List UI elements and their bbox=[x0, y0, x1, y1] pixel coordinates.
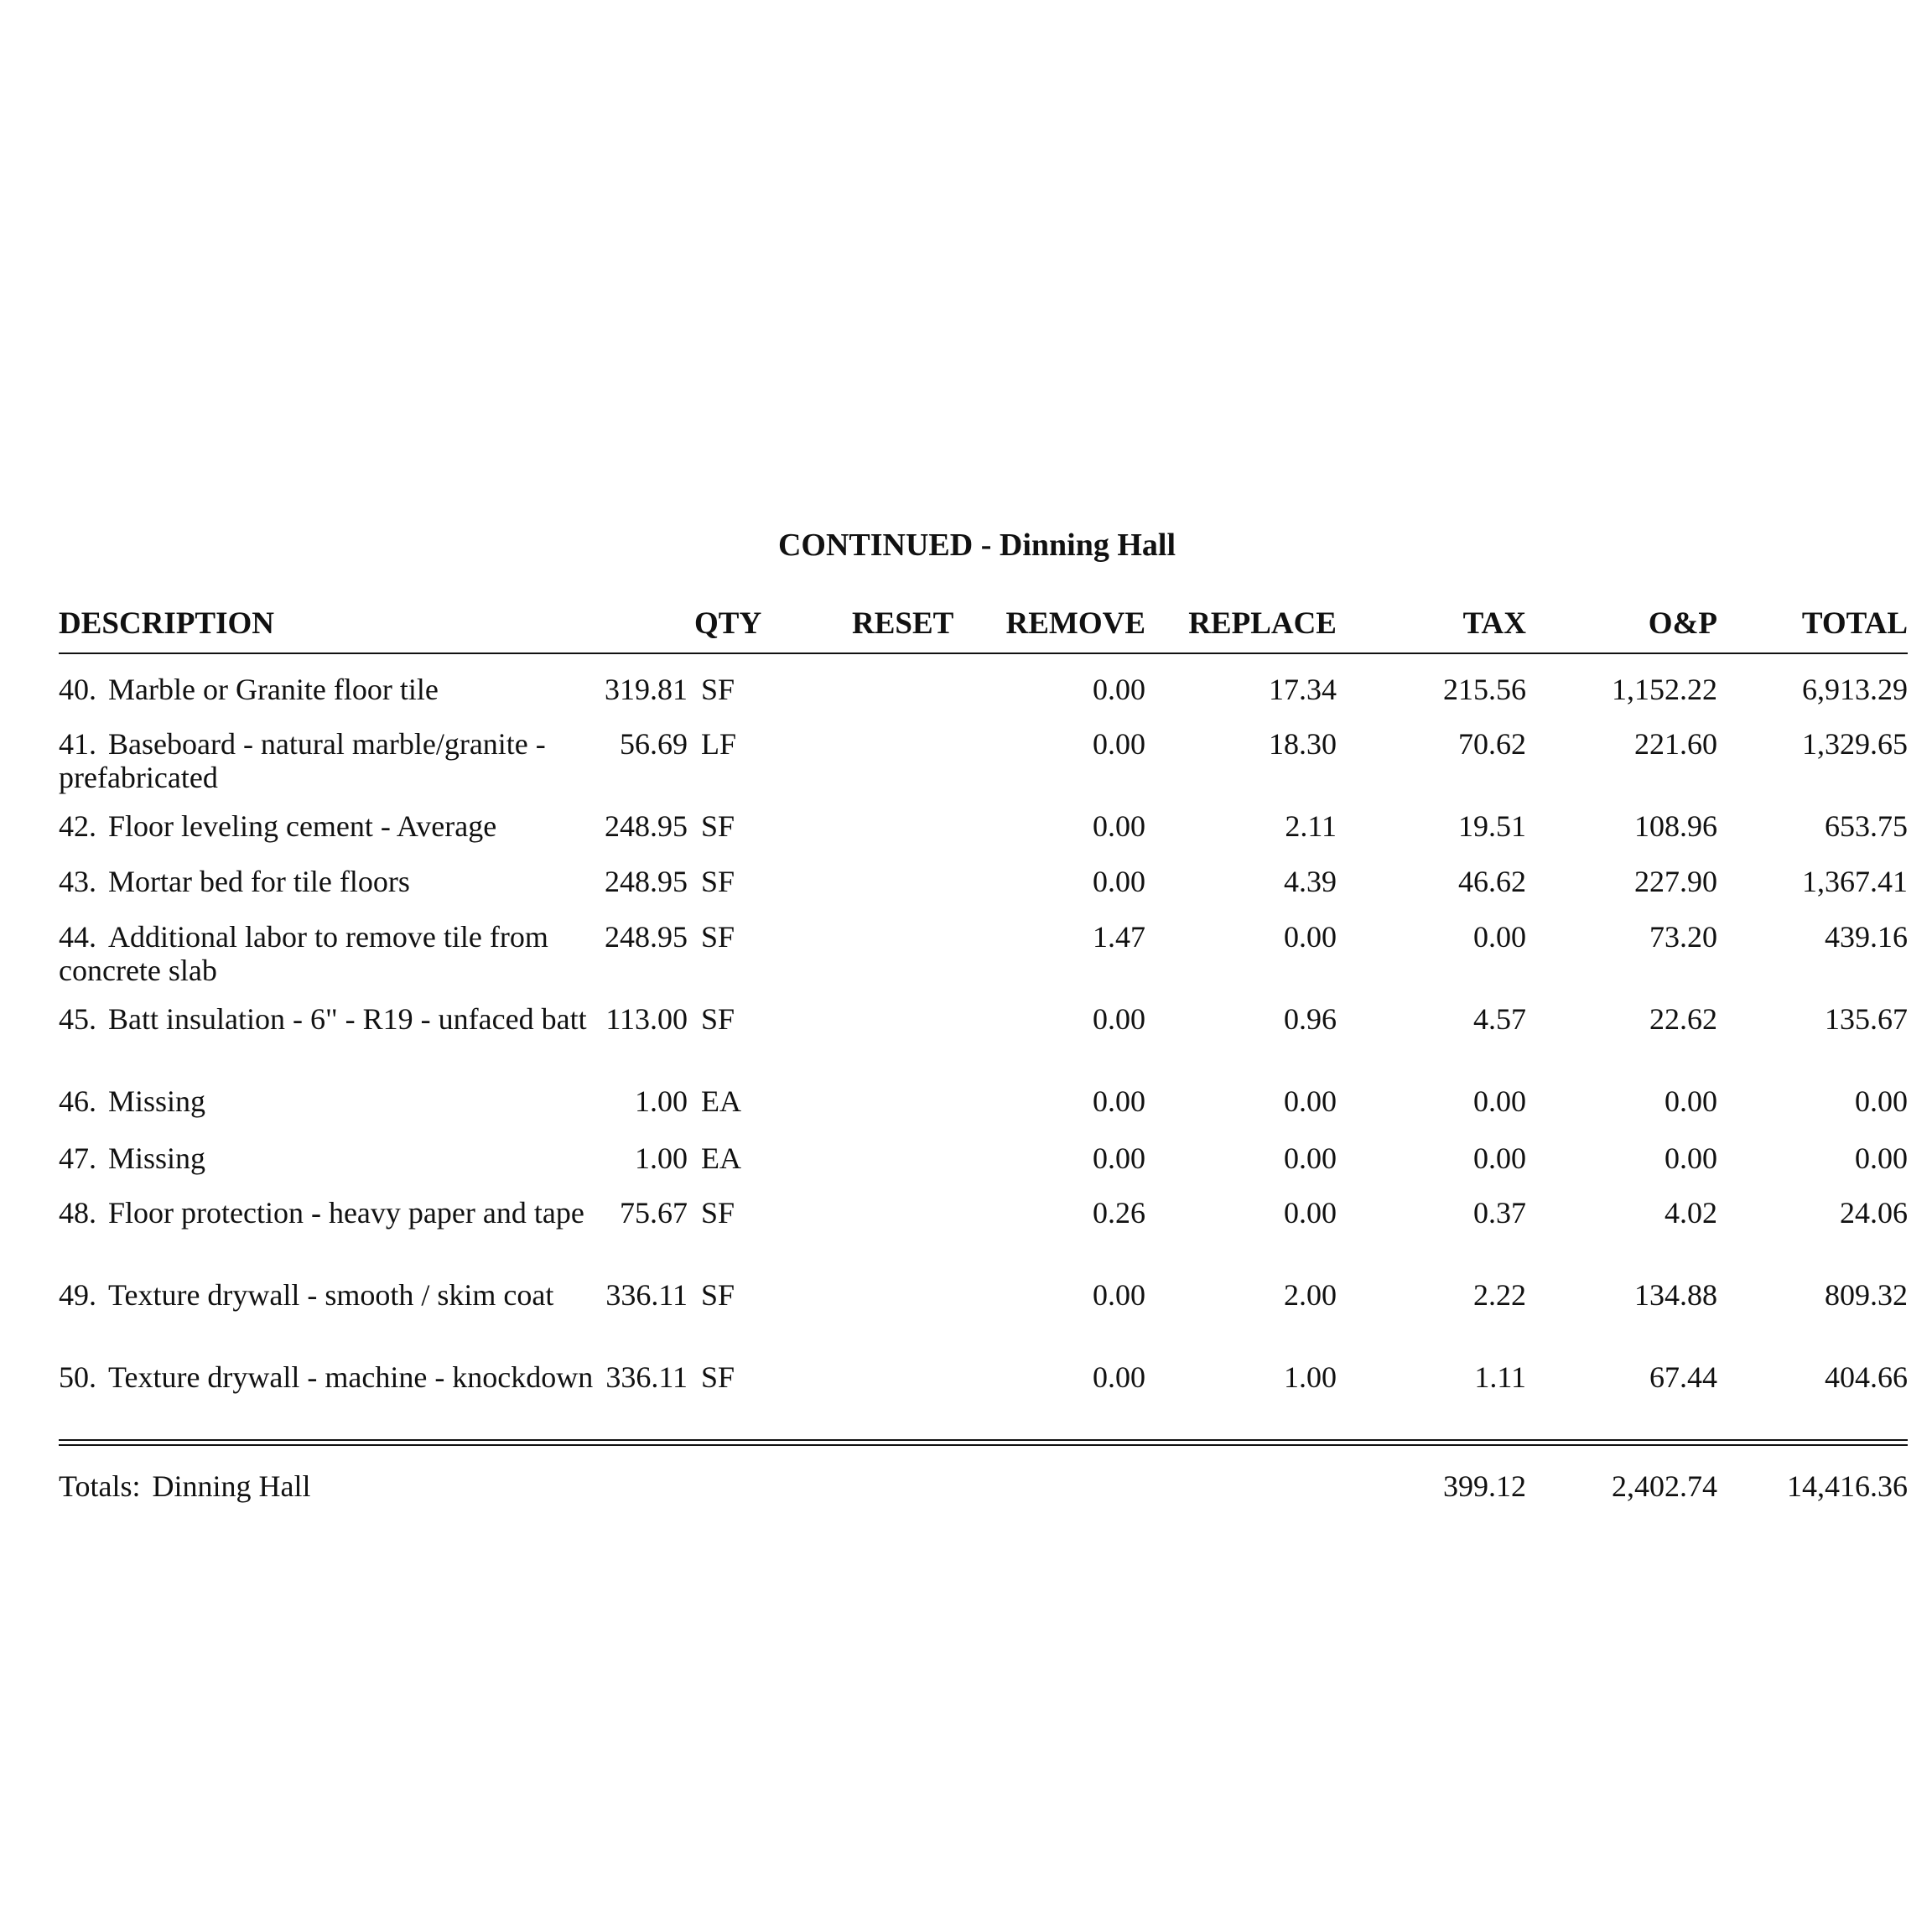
row-replace: 0.00 bbox=[1284, 1084, 1337, 1118]
row-replace: 0.00 bbox=[1284, 920, 1337, 954]
row-total: 404.66 bbox=[1825, 1360, 1908, 1394]
row-op: 67.44 bbox=[1649, 1360, 1717, 1394]
row-op: 0.00 bbox=[1665, 1141, 1717, 1175]
row-remove: 0.26 bbox=[1093, 1196, 1145, 1230]
row-number: 43. bbox=[59, 865, 96, 898]
totals-tax: 399.12 bbox=[1443, 1469, 1526, 1503]
row-number: 46. bbox=[59, 1084, 96, 1118]
row-tax: 46.62 bbox=[1458, 865, 1526, 898]
row-unit: SF bbox=[701, 1196, 735, 1230]
row-number: 44. bbox=[59, 920, 96, 954]
row-unit: SF bbox=[701, 1002, 735, 1036]
row-qty: 319.81 bbox=[605, 673, 688, 706]
totals-divider bbox=[59, 1439, 1908, 1446]
row-description-text: Floor protection - heavy paper and tape bbox=[108, 1196, 584, 1230]
row-remove: 0.00 bbox=[1093, 727, 1145, 761]
row-number: 49. bbox=[59, 1278, 96, 1312]
row-tax: 2.22 bbox=[1473, 1278, 1526, 1312]
row-number: 45. bbox=[59, 1002, 96, 1036]
row-total: 0.00 bbox=[1855, 1141, 1908, 1175]
row-op: 134.88 bbox=[1634, 1278, 1717, 1312]
row-qty: 113.00 bbox=[605, 1002, 688, 1036]
row-description-text: Additional labor to remove tile from concrete slab bbox=[59, 920, 548, 987]
row-qty: 336.11 bbox=[605, 1278, 688, 1312]
row-number: 42. bbox=[59, 809, 96, 843]
row-number: 47. bbox=[59, 1141, 96, 1175]
totals-label-group bbox=[59, 1469, 310, 1503]
row-remove: 0.00 bbox=[1093, 865, 1145, 898]
row-op: 4.02 bbox=[1665, 1196, 1717, 1230]
row-number: 41. bbox=[59, 727, 96, 761]
row-unit: EA bbox=[701, 1084, 741, 1118]
row-unit: LF bbox=[701, 727, 737, 761]
row-number: 50. bbox=[59, 1360, 96, 1394]
table-row bbox=[0, 1002, 1932, 1078]
table-row bbox=[0, 1360, 1932, 1436]
page-title: CONTINUED - Dinning Hall bbox=[777, 528, 1176, 563]
row-tax: 1.11 bbox=[1474, 1360, 1526, 1394]
row-unit: SF bbox=[701, 865, 735, 898]
row-total: 1,367.41 bbox=[1802, 865, 1908, 898]
row-description-text: Texture drywall - smooth / skim coat bbox=[108, 1278, 554, 1312]
row-description-text: Floor leveling cement - Average bbox=[108, 809, 497, 843]
row-unit: EA bbox=[701, 1141, 741, 1175]
row-replace: 4.39 bbox=[1284, 865, 1337, 898]
row-unit: SF bbox=[701, 673, 735, 706]
row-remove: 0.00 bbox=[1093, 1278, 1145, 1312]
row-op: 0.00 bbox=[1665, 1084, 1717, 1118]
row-description-text: Missing bbox=[108, 1084, 206, 1118]
row-unit: SF bbox=[701, 1360, 735, 1394]
row-total: 439.16 bbox=[1825, 920, 1908, 954]
table-row bbox=[0, 1196, 1932, 1271]
row-unit: SF bbox=[701, 1278, 735, 1312]
row-description-text: Texture drywall - machine - knockdown bbox=[108, 1360, 594, 1394]
row-replace: 2.00 bbox=[1284, 1278, 1337, 1312]
table-row bbox=[0, 1278, 1932, 1354]
row-tax: 0.37 bbox=[1473, 1196, 1526, 1230]
row-description-text: Batt insulation - 6" - R19 - unfaced batt bbox=[108, 1002, 587, 1036]
row-remove: 0.00 bbox=[1093, 1360, 1145, 1394]
row-qty: 56.69 bbox=[620, 727, 688, 761]
row-unit: SF bbox=[701, 809, 735, 843]
row-unit: SF bbox=[701, 920, 735, 954]
row-replace: 0.00 bbox=[1284, 1141, 1337, 1175]
row-tax: 0.00 bbox=[1473, 1141, 1526, 1175]
row-description-text: Missing bbox=[108, 1141, 206, 1175]
row-replace: 18.30 bbox=[1269, 727, 1337, 761]
column-header-replace: REPLACE bbox=[1188, 606, 1337, 641]
column-header-op: O&P bbox=[1648, 606, 1717, 641]
row-total: 1,329.65 bbox=[1802, 727, 1908, 761]
totals-total: 14,416.36 bbox=[1787, 1469, 1908, 1503]
row-total: 135.67 bbox=[1825, 1002, 1908, 1036]
row-total: 24.06 bbox=[1840, 1196, 1908, 1230]
row-tax: 4.57 bbox=[1473, 1002, 1526, 1036]
column-header-reset: RESET bbox=[852, 606, 954, 641]
totals-label: Totals: bbox=[59, 1469, 141, 1503]
column-header-description: DESCRIPTION bbox=[59, 606, 274, 641]
row-remove: 0.00 bbox=[1093, 673, 1145, 706]
row-replace: 17.34 bbox=[1269, 673, 1337, 706]
row-qty: 1.00 bbox=[635, 1084, 688, 1118]
row-op: 221.60 bbox=[1634, 727, 1717, 761]
row-remove: 0.00 bbox=[1093, 1002, 1145, 1036]
row-total: 0.00 bbox=[1855, 1084, 1908, 1118]
row-op: 73.20 bbox=[1649, 920, 1717, 954]
table-row bbox=[0, 920, 1932, 996]
row-description-text: Marble or Granite floor tile bbox=[108, 673, 439, 706]
column-header-tax: TAX bbox=[1462, 606, 1526, 641]
row-remove: 0.00 bbox=[1093, 809, 1145, 843]
row-qty: 336.11 bbox=[605, 1360, 688, 1394]
row-total: 653.75 bbox=[1825, 809, 1908, 843]
header-divider bbox=[59, 653, 1908, 654]
row-op: 108.96 bbox=[1634, 809, 1717, 843]
totals-row bbox=[0, 1469, 1932, 1506]
row-number: 48. bbox=[59, 1196, 96, 1230]
row-total: 6,913.29 bbox=[1802, 673, 1908, 706]
totals-op: 2,402.74 bbox=[1612, 1469, 1717, 1503]
table-row bbox=[0, 727, 1932, 803]
row-op: 227.90 bbox=[1634, 865, 1717, 898]
row-replace: 0.96 bbox=[1284, 1002, 1337, 1036]
row-tax: 19.51 bbox=[1458, 809, 1526, 843]
row-qty: 75.67 bbox=[620, 1196, 688, 1230]
row-tax: 0.00 bbox=[1473, 1084, 1526, 1118]
row-op: 1,152.22 bbox=[1612, 673, 1717, 706]
row-qty: 248.95 bbox=[605, 865, 688, 898]
totals-room-name: Dinning Hall bbox=[152, 1469, 311, 1503]
row-remove: 1.47 bbox=[1093, 920, 1145, 954]
row-remove: 0.00 bbox=[1093, 1084, 1145, 1118]
row-qty: 248.95 bbox=[605, 920, 688, 954]
row-tax: 215.56 bbox=[1443, 673, 1526, 706]
row-remove: 0.00 bbox=[1093, 1141, 1145, 1175]
row-qty: 248.95 bbox=[605, 809, 688, 843]
row-tax: 0.00 bbox=[1473, 920, 1526, 954]
column-header-remove: REMOVE bbox=[1005, 606, 1145, 641]
row-total: 809.32 bbox=[1825, 1278, 1908, 1312]
row-replace: 0.00 bbox=[1284, 1196, 1337, 1230]
row-qty: 1.00 bbox=[635, 1141, 688, 1175]
row-op: 22.62 bbox=[1649, 1002, 1717, 1036]
column-header-total: TOTAL bbox=[1801, 606, 1908, 641]
row-description-text: Baseboard - natural marble/granite - prefabricated bbox=[59, 727, 546, 794]
row-replace: 1.00 bbox=[1284, 1360, 1337, 1394]
row-replace: 2.11 bbox=[1285, 809, 1337, 843]
row-number: 40. bbox=[59, 673, 96, 706]
row-description-text: Mortar bed for tile floors bbox=[108, 865, 410, 898]
row-tax: 70.62 bbox=[1458, 727, 1526, 761]
column-header-qty: QTY bbox=[694, 606, 762, 641]
